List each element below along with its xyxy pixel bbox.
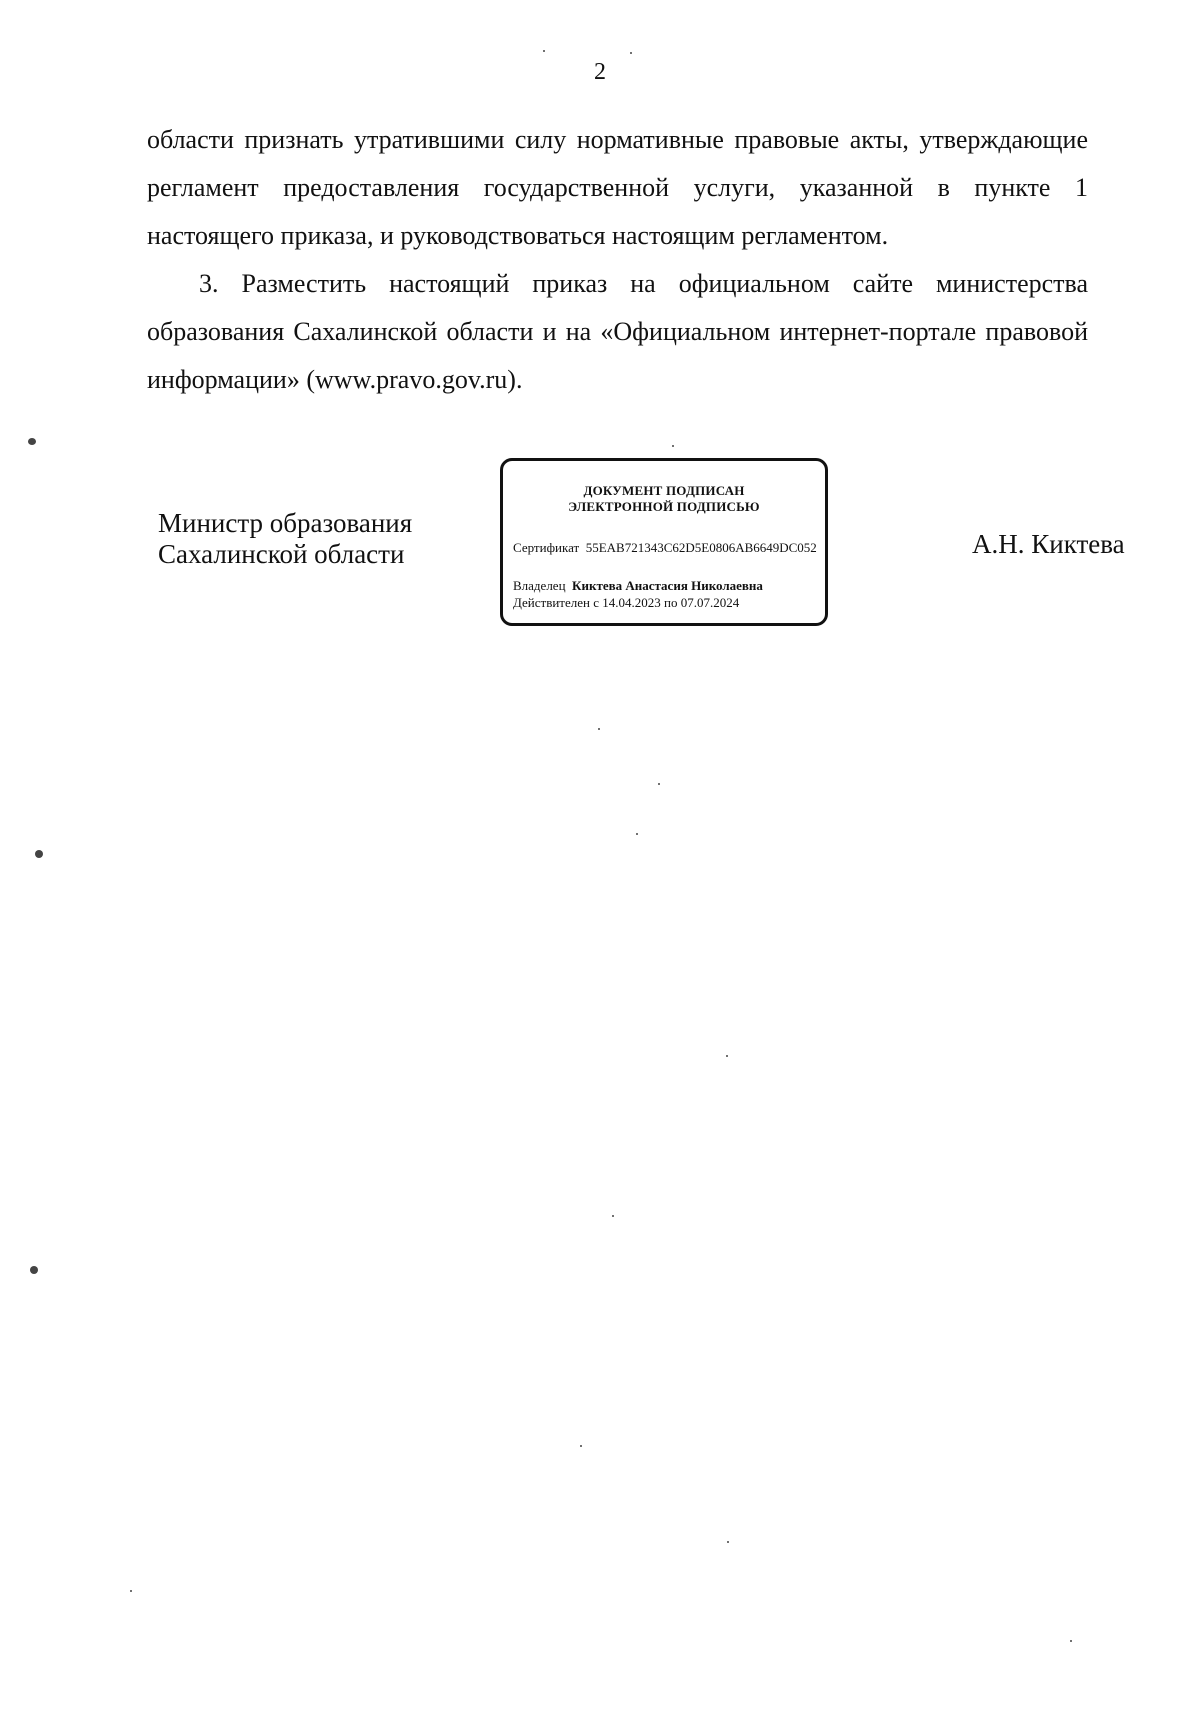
page-number: 2: [594, 59, 606, 85]
scan-speck: [612, 1215, 614, 1217]
scan-speck: [35, 850, 43, 858]
signatory-position-line1: Министр образования: [158, 508, 413, 538]
signatory-position: [158, 508, 412, 570]
stamp-title-line1: ДОКУМЕНТ ПОДПИСАН: [583, 483, 745, 498]
scan-speck: [598, 728, 600, 730]
scan-speck: [28, 438, 36, 445]
scan-speck: [30, 1266, 38, 1274]
stamp-certificate-row: [513, 540, 817, 556]
scan-speck: [672, 445, 674, 447]
stamp-validity-row: Действителен с 14.04.2023 по 07.07.2024: [513, 595, 740, 610]
scan-speck: [636, 833, 638, 835]
scan-speck: [580, 1445, 582, 1447]
scan-speck: [727, 1541, 729, 1543]
paragraph-continuation: области признать утратившими силу нормативные правовые акты, утверждающие регламент предоставления государственной услуги, указанной в пункте 1 настоящего приказа, и руководствоваться настоящим регламентом.: [147, 125, 1088, 250]
stamp-certificate-label: Сертификат: [513, 540, 586, 555]
paragraph-item-3: 3. Разместить настоящий приказ на официальном сайте министерства образования Сахалинской области и на «Официальном интернет-портале правовой информации» (www.pravo.gov.ru).: [147, 269, 1088, 394]
stamp-certificate-value: 55EAB721343C62D5E0806AB6649DC052: [585, 540, 817, 555]
signatory-position-line2: Сахалинской области: [158, 539, 405, 569]
signatory-name: А.Н. Киктева: [972, 529, 1125, 559]
stamp-title: [503, 483, 825, 515]
electronic-signature-stamp: [500, 458, 828, 626]
scan-speck: [1070, 1640, 1072, 1642]
scan-speck: [658, 783, 660, 785]
stamp-owner-row: [513, 578, 763, 594]
scan-speck: [130, 1590, 132, 1592]
stamp-owner-label: Владелец: [513, 578, 573, 593]
stamp-owner-value: Киктева Анастасия Николаевна: [572, 578, 763, 593]
document-body: [147, 116, 1088, 404]
scan-speck: [726, 1055, 728, 1057]
scan-speck: [630, 52, 632, 54]
stamp-title-line2: ЭЛЕКТРОННОЙ ПОДПИСЬЮ: [568, 499, 760, 514]
scan-speck: [543, 50, 545, 52]
